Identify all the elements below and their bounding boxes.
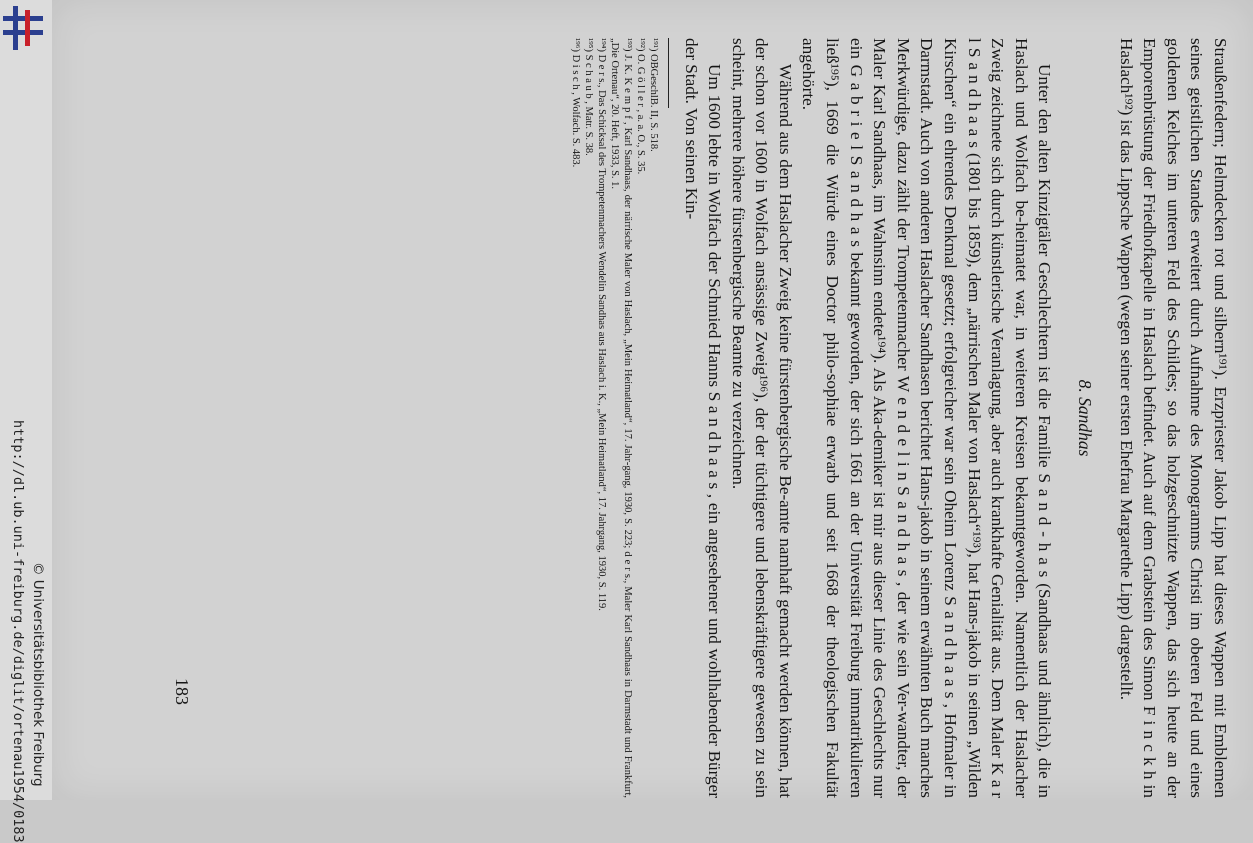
vertical-copyright: © Universitätsbibliothek Freiburg (30, 562, 46, 787)
footnotes (569, 38, 660, 798)
left-margin-strip (0, 0, 52, 843)
page-number: 183 (172, 678, 192, 705)
footnote: ¹⁹¹) OBGeschlB. II, S. 518. (647, 38, 659, 152)
footnote: ¹⁹²) O. G ö l l e r , a. a. O., S. 35. (634, 38, 646, 175)
scanned-page (52, 0, 1253, 800)
rotated-page-content (102, 38, 1232, 798)
intro-paragraph: Straußenfedern; Helmdecken rot und silbern¹⁹¹). Erzpriester Jakob Lipp hat dieses Wappen mit Emblemen seines geistlichen Standes erweitert durch Aufnahme des Monogramms Christi im oberen Feld und eines goldenen Kelches im unteren Feld des Schildes; so das holzgeschnitzte Wappen, das sich heute an der Emporenbrüstung der Friedhofkapelle in Haslach befindet. Auch auf dem Grabstein des Simon F i n c k h in Haslach¹⁹²) ist das Lippsche Wappen (wegen seiner ersten Ehefrau Margarethe Lipp) dargestellt. (1116, 38, 1230, 798)
paragraph-wolfach-branch: Während aus dem Haslacher Zweig keine fürstenbergische Be-amte namhaft gemacht werden können, hat der schon vor 1600 in Wolfach ansässige Zweig¹⁹⁶), der der tüchtigere und lebenskräftigere gewesen zu sein scheint, mehrere höhere fürstenbergische Beamte zu verzeichnen. (728, 38, 795, 798)
university-library-logo-icon (3, 6, 45, 52)
footnote: ¹⁹⁴) D e r s., Das Schicksal des Trompetenmachers Wendelin Sandhas aus Haslach i. K., „Mein Heimatland“, 17. Jahrgang, 1930, S. 119. (595, 38, 607, 611)
footnote: ¹⁹⁶) D i s c h , Wolfach. S. 483. (569, 38, 581, 168)
paragraph-family-sandhas: Unter den alten Kinzigtäler Geschlechtern ist die Familie S a n d - h a s (Sandhaas und ähnlich), die in Haslach und Wolfach be-heimatet war, in weiteren Kreisen bekanntgeworden. Namentlich der Haslacher Zweig zeichnete sich durch künstlerische Veranlagung, aber auch krankhafte Genialität aus. Dem Maler K a r l S a n d h a a s (1801 bis 1859), dem „närrischen Maler von Haslach“¹⁹³), hat Hans-jakob in seinen „Wilden Kirschen“ ein ehrendes Denkmal gesetzt; erfolgreicher war sein Oheim Lorenz S a n d h a a s , Hofmaler in Darmstadt. Auch von anderen Haslacher Sandhasen berichtet Hans-jakob in seinem erwähnten Buch manches Merkwürdige, dazu zählt der Trompetenmacher W e n d e l i n S a n d h a s , der wie sein Ver-wandter, der Maler Karl Sandhaas, im Wahnsinn endete¹⁹⁴). Als Aka-demiker ist mir aus dieser Linie des Geschlechts nur ein G a b r i e l S a n d h a s bekannt geworden, der sich 1661 an der Universität Freiburg immatrikulieren ließ¹⁹⁵), 1669 die Würde eines Doctor philo-sophiae erwarb und seit 1668 der theologischen Fakultät angehörte. (799, 38, 1055, 798)
vertical-url[interactable]: http://dl.ub.uni-freiburg.de/diglit/ortenau1954/0183 (10, 420, 26, 843)
section-heading: 8. Sandhas (1075, 379, 1096, 457)
footnote-divider (668, 38, 669, 108)
footnote: ¹⁹⁵) S c h a u b , Matr. S. 38. (582, 38, 594, 156)
paragraph-hanns-sandhaas: Um 1600 lebte in Wolfach der Schmied Hanns S a n d h a a s , ein angesehener und wohlhabender Bürger der Stadt. Von seinen Kin- (681, 38, 725, 798)
footnote: ¹⁹³) J. K. K e m p f , Karl Sandhaas, der närrische Maler von Haslach, „Mein Heimatland“, 17. Jahr-gang, 1930, S. 223; d e r s., Maler Karl Sandhaas in Darmstadt und Frankfurt, „Die Ortenau“, 20. Heft, 1933, S. 1. (608, 38, 633, 798)
